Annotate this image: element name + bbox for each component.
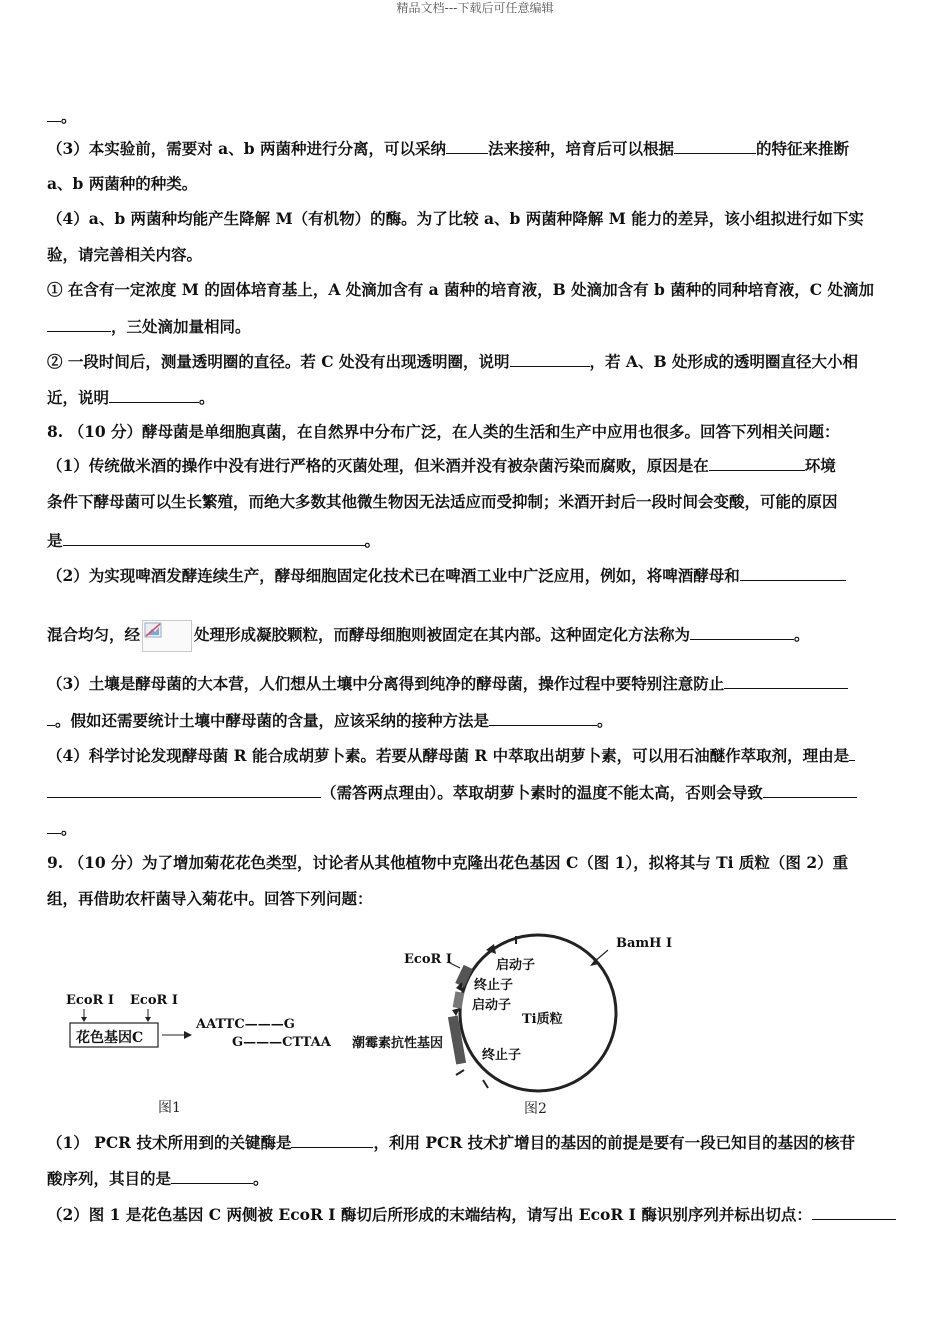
page-header: 精品文档---下载后可任意编辑 [396, 1, 554, 15]
text-line: 组，再借助农杆菌导入菊花中。回答下列问题： [47, 889, 373, 908]
terminator-label-1: 终止子 [474, 978, 514, 993]
answer-blank[interactable] [690, 624, 794, 640]
answer-blank[interactable] [47, 818, 61, 834]
answer-blank[interactable] [489, 710, 597, 726]
text-line: ② 一段时间后，测量透明圈的直径。若 C 处没有出现透明圈，说明 ，若 A、B 处形成的透明圈直径大小相 [47, 352, 858, 371]
text-line: （4）科学讨论发现酵母菌 R 能合成胡萝卜素。若要从酵母菌 R 中萃取出胡萝卜素，可以用石油醚作萃取剂，理由是 [47, 745, 855, 766]
gene-c-box: 花色基因C [76, 1030, 144, 1046]
text-line: （2）图 1 是花色基因 C 两侧被 EcoR I 酶切后所形成的末端结构，请写出 EcoR I 酶识别序列并标出切点： [47, 1204, 896, 1225]
answer-blank[interactable] [763, 782, 857, 798]
text-line: （1）传统做米酒的操作中没有进行严格的灭菌处理，但米酒并没有被杂菌污染而腐败，原因是在 环境 [47, 456, 836, 475]
figure-1-caption: 图1 [158, 1100, 181, 1116]
hygromycin-resistance-label: 潮霉素抗性基因 [352, 1036, 444, 1051]
text-line: ，三处滴加量相同。 [47, 316, 251, 337]
text-line: （3）本实验前，需要对 a、b 两菌种进行分离，可以采纳 法来接种，培育后可以根据 的特征来推断 [47, 139, 849, 158]
terminator-label-2: 终止子 [482, 1048, 522, 1063]
broken-image-icon [142, 620, 192, 652]
text-line: 条件下酵母菌可以生长繁殖，而绝大多数其他微生物因无法适应而受抑制；米酒开封后一段时间会变酸，可能的原因 [47, 492, 838, 511]
answer-blank[interactable] [849, 745, 855, 761]
answer-blank[interactable] [47, 106, 61, 122]
text-line: （2）为实现啤酒发酵连续生产，酵母细胞固定化技术已在啤酒工业中广泛应用，例如，将啤酒酵母和 [47, 565, 846, 586]
text-line: （需答两点理由）。萃取胡萝卜素时的温度不能太高，否则会导致 [47, 782, 857, 803]
text-line: 近，说明 。 [47, 388, 215, 407]
answer-blank[interactable] [740, 565, 846, 581]
answer-blank[interactable] [47, 782, 321, 798]
ecor1-site-label: EcoR Ⅰ [404, 952, 452, 967]
text-line: 。假如还需要统计土壤中酵母菌的含量，应该采纳的接种方法是 。 [47, 710, 613, 731]
promoter-label-2: 启动子 [472, 998, 512, 1013]
ecor1-label-left: EcoR Ⅰ [66, 993, 114, 1008]
ecor1-label-right: EcoR Ⅰ [130, 993, 178, 1008]
text-line: ① 在含有一定浓度 M 的固体培育基上，A 处滴加含有 a 菌种的培育液，B 处滴加含有 b 菌种的同种培育液，C 处滴加 [47, 280, 874, 299]
text-line: （1） PCR 技术所用到的关键酶是 ，利用 PCR 技术扩增目的基因的前提是要有一段已知目的基因的核苷 [47, 1133, 856, 1152]
text-line: 。 [47, 106, 77, 127]
text-line: a、b 两菌种的种类。 [47, 174, 198, 193]
text-line: 验，请完善相关内容。 [47, 245, 203, 264]
text-line: 混合均匀，经 处理形成凝胶颗粒，而酵母细胞则被固定在其内部。这种固定化方法称为 。 [47, 618, 810, 652]
answer-blank[interactable] [446, 138, 488, 154]
bamh1-site-label: BamH Ⅰ [616, 936, 673, 951]
text-line: 酸序列，其目的是 。 [47, 1169, 269, 1188]
answer-blank[interactable] [109, 387, 199, 403]
answer-blank[interactable] [709, 455, 805, 471]
figure-1 [62, 985, 362, 1115]
answer-blank[interactable] [674, 138, 756, 154]
figure-2 [348, 930, 688, 1120]
answer-blank[interactable] [47, 710, 55, 726]
question-8-stem: 8. （10 分）酵母菌是单细胞真菌，在自然界中分布广泛，在人类的生活和生产中应用也很多。回答下列相关问题： [47, 422, 840, 441]
answer-blank[interactable] [510, 351, 590, 367]
bottom-strand: G———CTTAA [232, 1035, 331, 1050]
answer-blank[interactable] [724, 673, 848, 689]
answer-blank[interactable] [812, 1204, 896, 1220]
text-line: （4）a、b 两菌种均能产生降解 M（有机物）的酶。为了比较 a、b 两菌种降解 M 能力的差异，该小组拟进行如下实 [47, 209, 864, 228]
text-line: （3）土壤是酵母菌的大本营，人们想从土壤中分离得到纯净的酵母菌，操作过程中要特别注意防止 [47, 673, 848, 694]
answer-blank[interactable] [171, 1168, 253, 1184]
top-strand: AATTC———G [196, 1017, 295, 1032]
ti-plasmid-label: Ti质粒 [522, 1012, 563, 1027]
answer-blank[interactable] [63, 530, 365, 546]
figure-1-arrows [62, 985, 362, 1115]
promoter-label-1: 启动子 [496, 958, 536, 973]
answer-blank[interactable] [291, 1132, 373, 1148]
figure-2-caption: 图2 [524, 1101, 547, 1117]
text-line: 。 [47, 818, 77, 839]
answer-blank[interactable] [47, 316, 111, 332]
text-line: 是 。 [47, 531, 381, 550]
question-9-stem: 9. （10 分）为了增加菊花花色类型，讨论者从其他植物中克隆出花色基因 C（图 1），拟将其与 Ti 质粒（图 2）重 [47, 853, 849, 872]
